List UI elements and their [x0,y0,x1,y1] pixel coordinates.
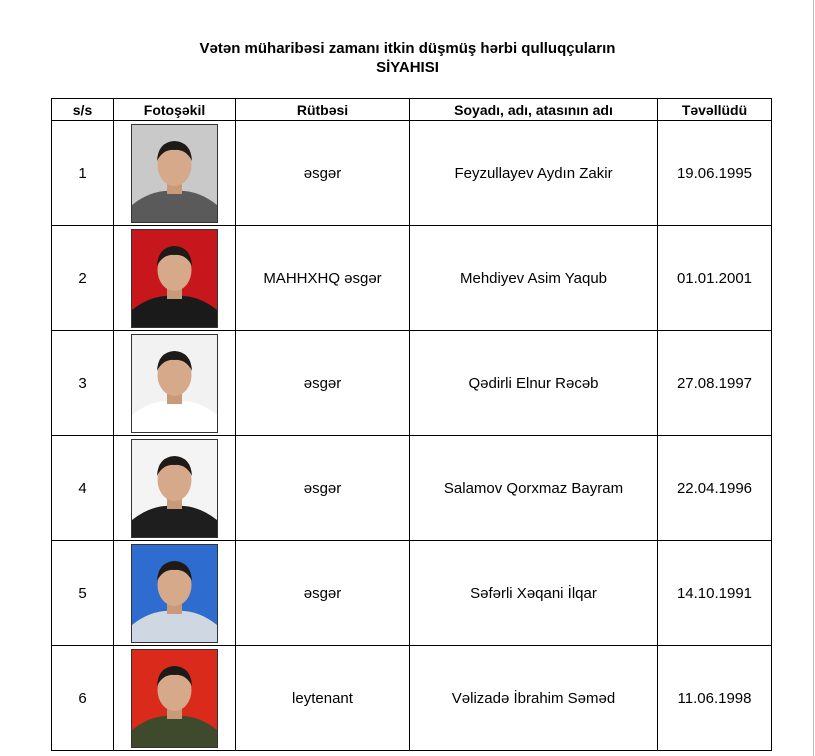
title-line-2: SİYAHISI [376,59,439,76]
document-title [0,39,815,77]
rank-cell: MAHHXHQ əsgər [236,226,410,331]
portrait-photo [131,439,218,538]
rank-cell: leytenant [236,646,410,751]
portrait-photo [131,544,218,643]
table-header-row [52,99,772,121]
birth-date-cell: 19.06.1995 [658,121,772,226]
row-number: 6 [52,646,114,751]
birth-date-cell: 01.01.2001 [658,226,772,331]
page-edge-line [813,0,814,756]
birth-date-cell: 14.10.1991 [658,541,772,646]
full-name-cell: Səfərli Xəqani İlqar [410,541,658,646]
row-number: 1 [52,121,114,226]
header-name: Soyadı, adı, atasının adı [410,99,658,121]
portrait-photo [131,649,218,748]
portrait-photo [131,229,218,328]
full-name-cell: Vəlizadə İbrahim Səməd [410,646,658,751]
table-row [52,436,772,541]
full-name-cell: Salamov Qorxmaz Bayram [410,436,658,541]
portrait-photo [131,334,218,433]
header-birth-date: Təvəllüdü [658,99,772,121]
birth-date-cell: 27.08.1997 [658,331,772,436]
rank-cell: əsgər [236,121,410,226]
photo-cell [114,646,236,751]
table-row [52,226,772,331]
photo-cell [114,226,236,331]
rank-cell: əsgər [236,541,410,646]
header-number: s/s [52,99,114,121]
header-rank: Rütbəsi [236,99,410,121]
table-row [52,646,772,751]
portrait-photo [131,124,218,223]
row-number: 5 [52,541,114,646]
rank-cell: əsgər [236,436,410,541]
table-row [52,331,772,436]
photo-cell [114,121,236,226]
photo-cell [114,331,236,436]
title-line-1: Vətən müharibəsi zamanı itkin düşmüş hərbi qulluqçuların [199,40,616,57]
birth-date-cell: 11.06.1998 [658,646,772,751]
photo-cell [114,541,236,646]
soldiers-table [51,98,772,751]
full-name-cell: Mehdiyev Asim Yaqub [410,226,658,331]
rank-cell: əsgər [236,331,410,436]
row-number: 3 [52,331,114,436]
table-row [52,541,772,646]
header-photo: Fotoşəkil [114,99,236,121]
full-name-cell: Qədirli Elnur Rəcəb [410,331,658,436]
birth-date-cell: 22.04.1996 [658,436,772,541]
row-number: 2 [52,226,114,331]
table-row [52,121,772,226]
photo-cell [114,436,236,541]
full-name-cell: Feyzullayev Aydın Zakir [410,121,658,226]
row-number: 4 [52,436,114,541]
